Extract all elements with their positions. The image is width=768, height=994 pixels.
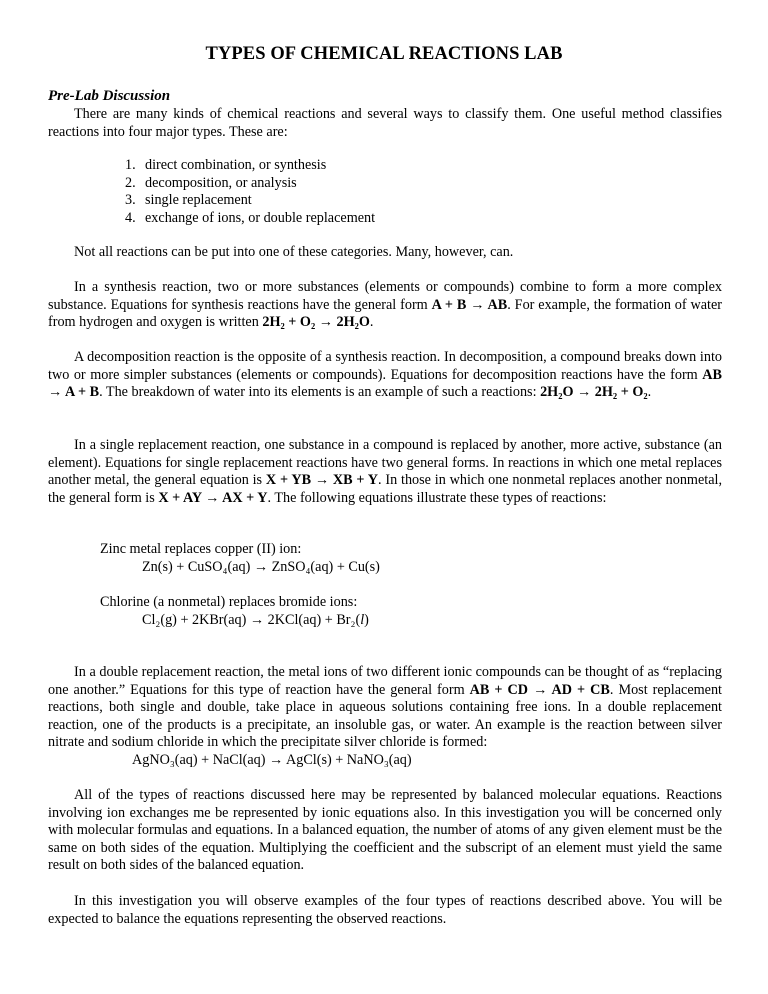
single-general-form-nonmetal: X + AY → AX + Y bbox=[158, 489, 268, 506]
decomposition-general-form: AB → A + B bbox=[48, 366, 722, 401]
closing-paragraph: In this investigation you will observe examples of the four types of reactions described above. You will be expected to balance the equations representing the observed reactions. bbox=[48, 893, 722, 927]
single-replacement-paragraph: In a single replacement reaction, one substance in a compound is replaced by another, more active, substance (an element). Equations for single replacement reactions have two general forms. In reactions in which one metal replaces another metal, the general equation is X + YB → XB + Y. In those in which one nonmetal replaces another nonmetal, the general form is X + AY → AX + Y. The following equations illustrate these types of reactions: bbox=[48, 437, 722, 506]
synthesis-example-equation: 2H₂ + O₂ → 2H₂O bbox=[262, 314, 370, 331]
example-zinc-copper bbox=[100, 541, 380, 576]
list-item: 2. decomposition, or analysis bbox=[125, 174, 297, 191]
list-item: 4. exchange of ions, or double replacement bbox=[125, 209, 376, 226]
synthesis-paragraph: In a synthesis reaction, two or more substances (elements or compounds) combine to form a more complex substance. Equations for synthesis reactions have the general form A + B → AB. For example, the formation of water from hydrogen and oxygen is written 2H₂ + O₂ → 2H₂O. bbox=[48, 279, 722, 331]
example-caption: Chlorine (a nonmetal) replaces bromide ions: bbox=[100, 594, 358, 610]
example-equation: Zn(s) + CuSO₄(aq) → ZnSO₄(aq) + Cu(s) bbox=[142, 558, 380, 575]
not-all-paragraph: Not all reactions can be put into one of these categories. Many, however, can. bbox=[74, 244, 514, 260]
example-equation: Cl₂(g) + 2KBr(aq) → 2KCl(aq) + Br₂(l) bbox=[142, 611, 369, 628]
list-item: 3. single replacement bbox=[125, 192, 252, 209]
balanced-equations-paragraph: All of the types of reactions discussed here may be represented by balanced molecular equations. Reactions involving ion exchanges me be represented by ionic equations also. In this investigation you will be concerned only with molecular formulas and equations. In a balanced equation, the number of atoms of any given element must be the same on both sides of the equation. Multiplying the coefficient and the subscript of an element must yield the same result on both sides of the balanced equation. bbox=[48, 787, 722, 874]
reaction-types-list bbox=[125, 157, 375, 227]
example-chlorine-bromide bbox=[100, 594, 369, 629]
intro-text: There are many kinds of chemical reactions and several ways to classify them. One useful method classifies reactions into four major types. These are: bbox=[48, 106, 722, 140]
double-general-form: AB + CD → AD + CB bbox=[469, 681, 610, 698]
synthesis-general-form: A + B → AB bbox=[431, 296, 508, 313]
section-heading: Pre-Lab Discussion bbox=[48, 88, 171, 104]
example-caption: Zinc metal replaces copper (II) ion: bbox=[100, 541, 302, 557]
list-item: 1. direct combination, or synthesis bbox=[125, 157, 327, 173]
page-title: TYPES OF CHEMICAL REACTIONS LAB bbox=[205, 44, 563, 64]
decomposition-example-equation: 2H₂O → 2H₂ + O₂ bbox=[540, 384, 648, 401]
silver-nitrate-equation: AgNO₃(aq) + NaCl(aq) → AgCl(s) + NaNO₃(aq) bbox=[132, 752, 412, 768]
decomposition-paragraph: A decomposition reaction is the opposite of a synthesis reaction. In decomposition, a compound breaks down into two or more simpler substances (elements or compounds). Equations for decomposition reactions have the form AB → A + B. The breakdown of water into its elements is an example of such a reactions: 2H₂O → 2H₂ + O₂. bbox=[48, 349, 722, 401]
intro-paragraph bbox=[48, 106, 722, 141]
double-replacement-paragraph: In a double replacement reaction, the metal ions of two different ionic compounds can be thought of as “replacing one another.” Equations for this type of reaction have the general form AB + CD → AD + CB. Most replacement reactions, both single and double, take place in aqueous solutions containing free ions. In a double replacement reaction, one of the products is a precipitate, an insoluble gas, or water. An example is the reaction between silver nitrate and sodium chloride in which the precipitate silver chloride is formed: bbox=[48, 664, 722, 751]
single-general-form-metal: X + YB → XB + Y bbox=[265, 472, 378, 489]
